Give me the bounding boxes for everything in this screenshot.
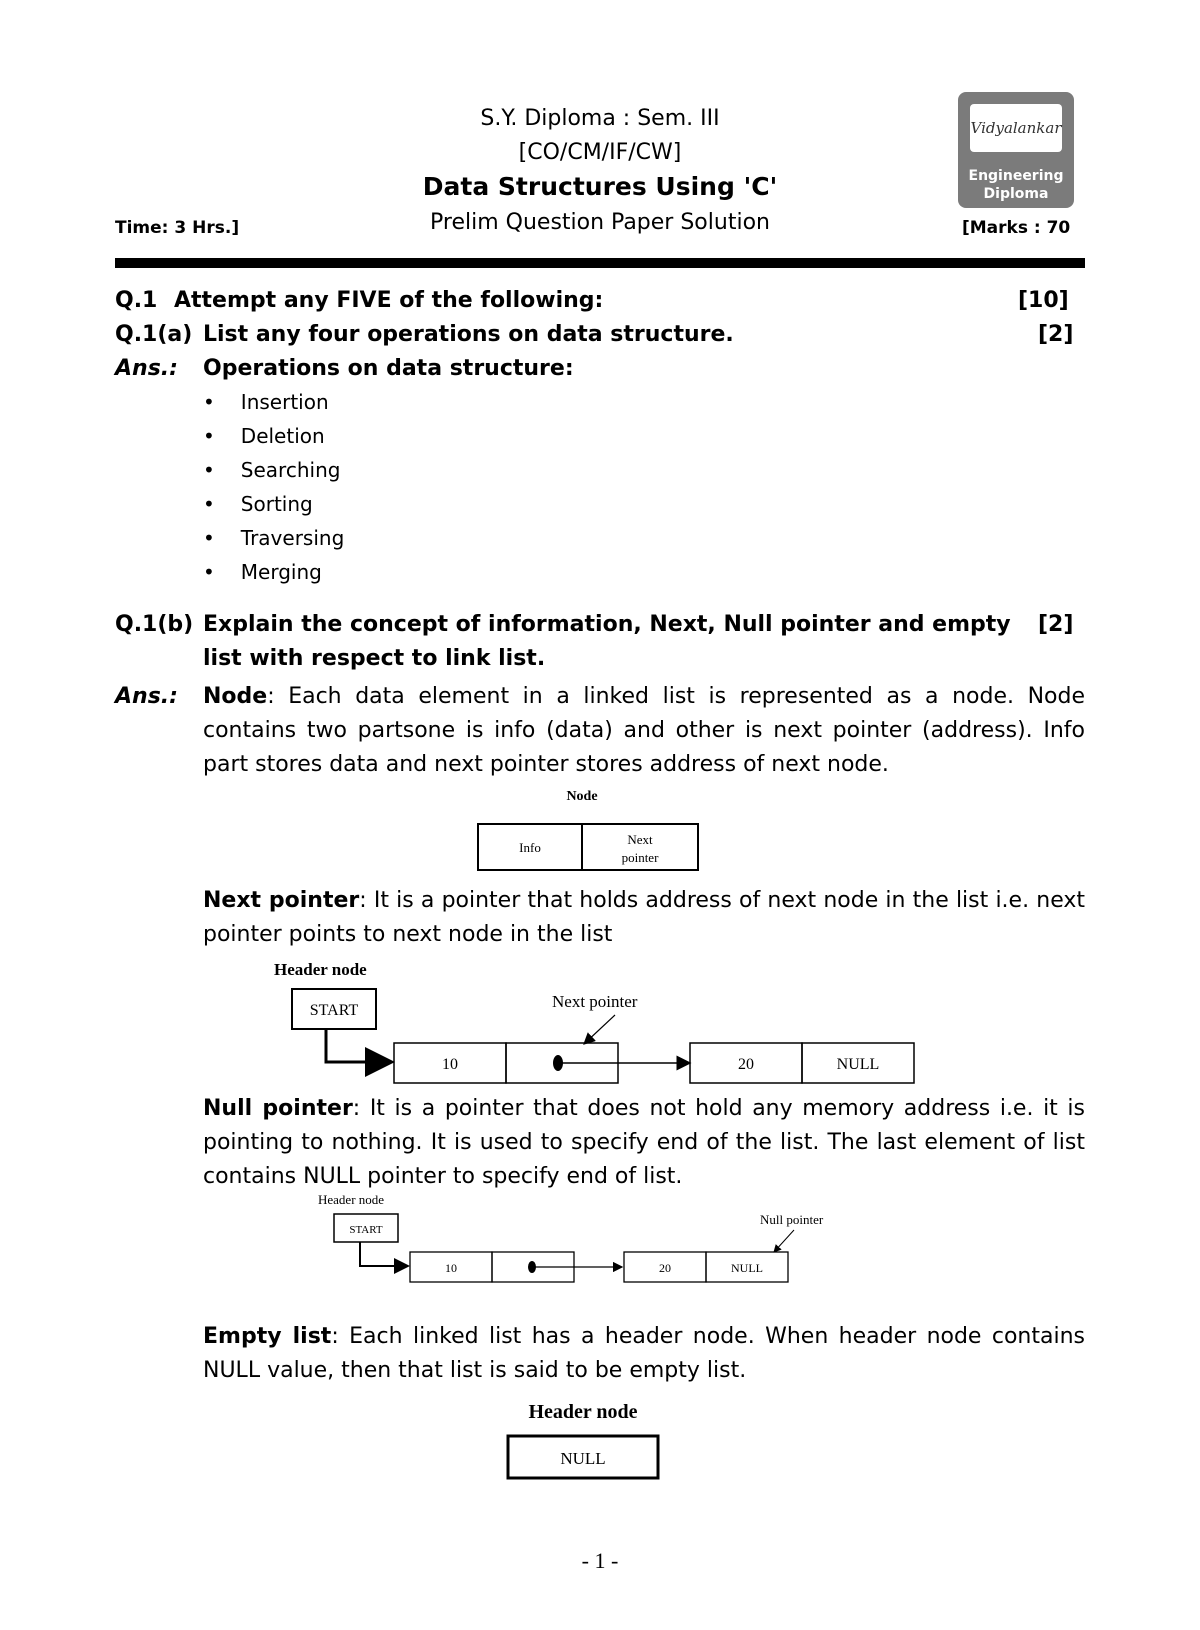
- header-rule: [115, 258, 1085, 268]
- list-item: • Sorting: [203, 492, 313, 516]
- linked-list-diagram: [270, 955, 920, 1085]
- start-arrow: [360, 1242, 408, 1266]
- list-item: • Traversing: [203, 526, 345, 550]
- page-subtitle: Prelim Question Paper Solution: [430, 210, 770, 235]
- next-label-line1: Next: [627, 832, 653, 847]
- q1b-label: Q.1(b): [115, 612, 194, 637]
- null-pointer-diagram: [316, 1190, 856, 1290]
- page-number: - 1 -: [581, 1548, 619, 1573]
- null-term: Null pointer: [203, 1096, 353, 1121]
- logo-line1: Engineering: [968, 168, 1064, 184]
- branch-line: [CO/CM/IF/CW]: [518, 140, 682, 165]
- list-item-text: Sorting: [240, 492, 313, 516]
- vidyalankar-logo: [958, 92, 1074, 208]
- logo-line2: Diploma: [983, 186, 1049, 202]
- info-label: Info: [519, 840, 541, 855]
- marks-label: [Marks : 70: [962, 218, 1071, 238]
- header-node-label: Header node: [274, 960, 367, 979]
- null-label: NULL: [560, 1449, 606, 1468]
- q1-text: Attempt any FIVE of the following:: [174, 288, 604, 313]
- list-item-text: Insertion: [240, 390, 329, 414]
- node1-value: 10: [445, 1261, 457, 1275]
- empty-text: : Each linked list has a header node. When header node contains NULL value, then that list is said to be empty list.: [203, 1324, 1085, 1383]
- logo-script: Vidyalankar: [970, 104, 1062, 152]
- list-item: • Searching: [203, 458, 341, 482]
- q1b-marks: [2]: [1038, 612, 1074, 637]
- null-label: NULL: [836, 1056, 880, 1073]
- node2-value: 20: [659, 1261, 671, 1275]
- null-pointer-label: Null pointer: [760, 1212, 824, 1227]
- node1-value: 10: [442, 1056, 458, 1073]
- q1a-ans-label: Ans.:: [115, 356, 178, 381]
- start-label: START: [309, 1002, 359, 1019]
- time-label: Time: 3 Hrs.]: [115, 218, 240, 238]
- label-arrow: [584, 1015, 615, 1044]
- q1a-marks: [2]: [1038, 322, 1074, 347]
- node-caption: Node: [566, 789, 598, 804]
- empty-list-diagram: [498, 1394, 668, 1484]
- node-text: : Each data element in a linked list is represented as a node. Node contains two partsone is info (data) and other is next pointer (address). Info part stores data and next pointer stores address of next node.: [203, 684, 1085, 777]
- node-paragraph: [203, 680, 1085, 782]
- null-pointer-paragraph: [203, 1092, 1085, 1194]
- header-node-label: Header node: [318, 1192, 385, 1207]
- list-item-text: Traversing: [240, 526, 345, 550]
- list-item: • Deletion: [203, 424, 325, 448]
- next-pointer-label: Next pointer: [552, 992, 638, 1011]
- empty-term: Empty list: [203, 1324, 332, 1349]
- header-node-label: Header node: [528, 1401, 638, 1423]
- q1a-ans-heading: Operations on data structure:: [203, 356, 574, 381]
- null-text: : It is a pointer that does not hold any memory address i.e. it is pointing to nothing. It is used to specify end of the list. The last element of list contains NULL pointer to specify end of list.: [203, 1096, 1085, 1189]
- q1-marks: [10]: [1018, 288, 1069, 313]
- start-arrow: [326, 1029, 392, 1062]
- next-text: : It is a pointer that holds address of next node in the list i.e. next pointer points to next node in the list: [203, 888, 1085, 947]
- course-line: S.Y. Diploma : Sem. III: [480, 106, 720, 131]
- next-label-line2: pointer: [621, 850, 659, 865]
- q1a-label: Q.1(a): [115, 322, 193, 347]
- empty-list-paragraph: [203, 1320, 1085, 1388]
- start-label: START: [349, 1224, 383, 1236]
- next-pointer-paragraph: [203, 884, 1085, 952]
- list-item-text: Deletion: [240, 424, 325, 448]
- q1b-text-line2: list with respect to link list.: [203, 646, 546, 671]
- node-term: Node: [203, 684, 268, 709]
- list-item: • Insertion: [203, 390, 329, 414]
- list-item-text: Merging: [240, 560, 322, 584]
- null-label: NULL: [731, 1261, 763, 1275]
- q1-label: Q.1: [115, 288, 158, 313]
- next-term: Next pointer: [203, 888, 360, 913]
- label-arrow: [774, 1230, 794, 1252]
- node2-value: 20: [738, 1056, 754, 1073]
- list-item-text: Searching: [240, 458, 341, 482]
- page-title: Data Structures Using 'C': [422, 172, 778, 201]
- list-item: • Merging: [203, 560, 322, 584]
- q1a-text: List any four operations on data structure.: [203, 322, 734, 347]
- q1b-text-line1: Explain the concept of information, Next, Null pointer and empty: [203, 612, 1011, 637]
- node-diagram: [470, 786, 710, 872]
- q1b-ans-label: Ans.:: [115, 684, 178, 709]
